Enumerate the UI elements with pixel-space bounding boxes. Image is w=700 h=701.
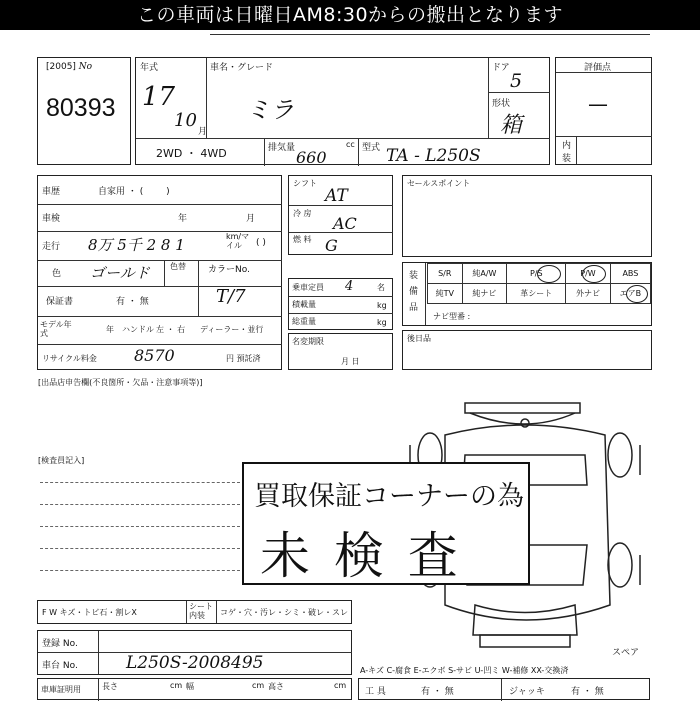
airbag-circle-mark — [626, 285, 648, 303]
color-change-label: 色替 — [170, 262, 186, 271]
equip-tv: 純TV — [428, 284, 463, 304]
color-no-label: カラーNo. — [208, 265, 250, 275]
recycle-unit: 円 預託済 — [226, 354, 261, 363]
stamp-line2: 未 検 査 — [260, 527, 462, 585]
notice-banner: この車両は日曜日AM8:30からの搬出となります — [0, 0, 700, 30]
jack-label: ジャッキ — [509, 687, 545, 697]
history-label: 車歴 — [42, 187, 61, 197]
load-label: 積載量 — [292, 300, 316, 309]
not-inspected-stamp — [242, 462, 530, 585]
model-year-unit: 年 — [106, 325, 114, 334]
fw-row — [37, 600, 352, 624]
capacity-box — [288, 278, 393, 330]
name-value: ミラ — [246, 96, 294, 124]
cert-label: 車庫証明用 — [41, 685, 81, 694]
displacement-unit: cc — [346, 140, 355, 149]
shaken-year: 年 — [178, 214, 188, 224]
year-tag: [2005] No — [46, 62, 93, 72]
door-value: 5 — [510, 70, 523, 92]
chassis-value: L250S-2008495 — [126, 653, 264, 673]
warranty-value: 有 ・ 無 — [116, 297, 149, 307]
shape-label: 形状 — [492, 99, 511, 109]
car-info-box — [135, 57, 550, 165]
equip-sr: S/R — [428, 264, 463, 284]
equip-abs: ABS — [610, 264, 650, 284]
tool-label: 工 具 — [365, 687, 386, 697]
mileage-unit: km/マイル — [226, 232, 250, 250]
reg-no-label: 登録 No. — [42, 639, 78, 649]
name-label: 車名・グレード — [210, 63, 274, 73]
shift-label: シフト — [293, 179, 317, 188]
displacement-value: 660 — [296, 148, 327, 167]
history-box — [37, 175, 282, 370]
later-day-box — [402, 330, 652, 370]
width-unit: cm — [252, 681, 265, 690]
year-value: 17 — [142, 82, 176, 112]
tool-value: 有 ・ 無 — [421, 687, 454, 697]
equip-ps: P/S — [507, 264, 566, 284]
equip-airbag: エアB — [610, 284, 650, 304]
reg-change-label: 名変期限 — [292, 337, 324, 346]
ps-circle-mark — [537, 265, 561, 283]
spare-label: スペア — [612, 648, 640, 658]
registration-box — [37, 630, 352, 675]
garage-cert-box — [37, 678, 352, 700]
navi-model-label: ナビ型番 : — [433, 312, 471, 321]
reg-change-box — [288, 333, 393, 370]
door-label: ドア — [492, 63, 510, 73]
lot-box — [37, 57, 131, 165]
drive-label: 2WD ・ 4WD — [156, 147, 227, 160]
fuel-value: G — [325, 236, 338, 255]
tools-box — [358, 678, 650, 700]
height-unit: cm — [334, 681, 347, 690]
handle-label: ハンドル — [122, 325, 154, 334]
shift-value: AT — [325, 186, 348, 206]
jack-value: 有 ・ 無 — [571, 687, 604, 697]
model-label: 型式 — [362, 143, 381, 153]
dealer-label: ディーラー・並行 — [200, 325, 264, 334]
equip-leather: 革シート — [507, 284, 566, 304]
ac-value: AC — [333, 214, 357, 233]
month-unit: 月 — [198, 127, 208, 137]
sales-point-label: セールスポイント — [407, 179, 471, 188]
equip-pw: P/W — [566, 264, 611, 284]
fw-label: F W キズ・トビ石・割レX — [42, 608, 137, 617]
inspector-label: [検査員記入] — [38, 456, 85, 465]
year-label: 年式 — [140, 63, 159, 73]
gross-unit: kg — [377, 318, 387, 327]
color-no-value: T/7 — [216, 286, 246, 307]
model-year-label: モデル年式 — [40, 320, 72, 338]
capacity-value: 4 — [345, 279, 354, 294]
recycle-value: 8570 — [134, 346, 175, 365]
load-unit: kg — [377, 301, 387, 310]
interior-label-1: 内 — [562, 141, 572, 151]
pw-circle-mark — [582, 265, 606, 283]
mileage-paren: ( ) — [256, 238, 266, 248]
interior-label-2: 装 — [562, 154, 572, 164]
eval-value: — — [588, 92, 608, 116]
notes-label: [出品店申告欄(不良箇所・欠品・注意事項等)] — [38, 378, 203, 387]
eval-label: 評価点 — [584, 63, 612, 73]
month-value: 10 — [174, 110, 197, 131]
seat-label: シート内装 — [189, 602, 213, 620]
mileage-value: 8万 5千 2 8 1 — [88, 236, 185, 254]
ac-label: 冷 房 — [293, 209, 312, 218]
top-rule — [210, 34, 650, 35]
len-unit: cm — [170, 681, 183, 690]
capacity-label: 乗車定員 — [292, 283, 324, 292]
shaken-month: 月 — [246, 214, 256, 224]
equip-ext-navi: 外ナビ — [566, 284, 611, 304]
capacity-unit: 名 — [377, 283, 385, 292]
later-day-label: 後日品 — [407, 334, 431, 343]
len-label: 長さ — [102, 682, 118, 691]
chassis-label: 車台 No. — [42, 661, 78, 671]
evaluation-box — [555, 57, 652, 165]
stamp-line1: 買取保証コーナーの為 — [254, 481, 524, 512]
reg-change-unit: 月 日 — [341, 357, 360, 366]
width-label: 幅 — [186, 682, 194, 691]
displacement-label: 排気量 — [268, 143, 296, 153]
color-label: 色 — [52, 269, 62, 279]
color-value: ゴールド — [90, 264, 150, 282]
warranty-label: 保証書 — [46, 297, 74, 307]
height-label: 高さ — [268, 682, 284, 691]
equipment-label: 装備品 — [409, 271, 419, 313]
shift-box — [288, 175, 393, 255]
gross-label: 総重量 — [292, 317, 316, 326]
seat-value: コゲ・穴・汚レ・シミ・破レ・スレ — [220, 608, 348, 617]
equip-navi: 純ナビ — [462, 284, 507, 304]
fuel-label: 燃 料 — [293, 235, 312, 244]
equip-aw: 純A/W — [462, 264, 507, 284]
sales-point-box — [402, 175, 652, 257]
recycle-label: リサイクル料金 — [42, 354, 97, 363]
shape-value: 箱 — [500, 113, 523, 138]
equipment-box — [402, 262, 652, 326]
mileage-label: 走行 — [42, 242, 61, 252]
shaken-label: 車検 — [42, 214, 61, 224]
handle-value: 左 ・ 右 — [156, 325, 186, 334]
damage-legend: A-キズ C-腐食 E-エクボ S-サビ U-凹ミ W-補修 XX-交換済 — [360, 666, 569, 675]
history-value: 自家用 ・ ( ) — [98, 187, 170, 197]
model-value: TA - L250S — [386, 146, 481, 166]
lot-number: 80393 — [46, 94, 116, 122]
